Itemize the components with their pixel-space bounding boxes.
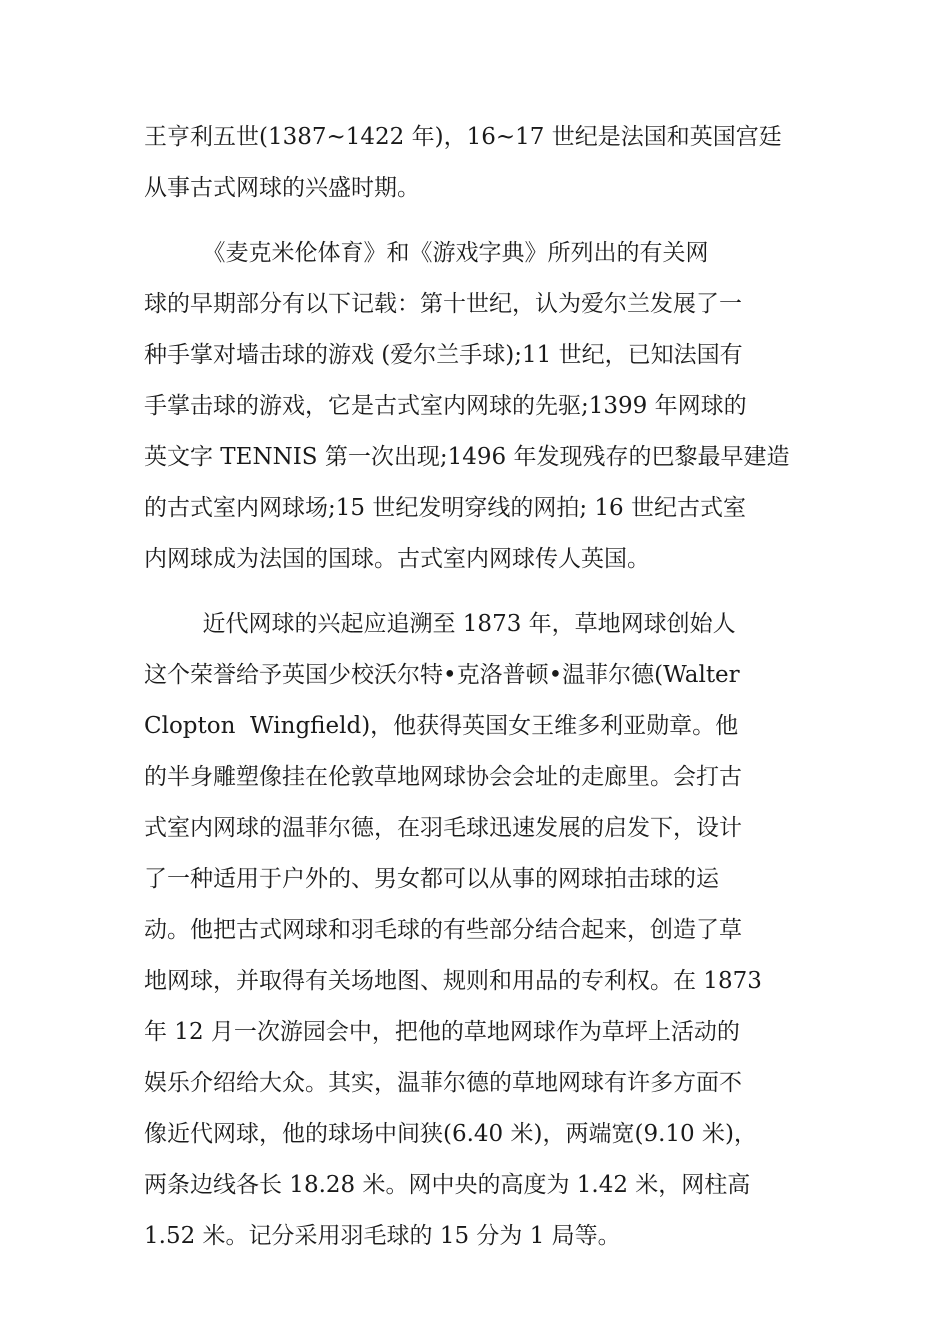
text-line: 娱乐介绍给大众。其实，温菲尔德的草地网球有许多方面不 (144, 1070, 742, 1096)
text-line: 英文字 TENNIS 第一次出现;1496 年发现残存的巴黎最早建造 (144, 444, 790, 470)
text-line: 年 12 月一次游园会中，把他的草地网球作为草坪上活动的 (144, 1019, 740, 1045)
text-line: 这个荣誉给予英国少校沃尔特•克洛普顿•温菲尔德(Walter (144, 662, 740, 688)
text-line: 动。他把古式网球和羽毛球的有些部分结合起来，创造了草 (144, 917, 742, 943)
text-line: 的古式室内网球场;15 世纪发明穿线的网拍; 16 世纪古式室 (144, 495, 746, 521)
text-line: Clopton Wingfield)，他获得英国女王维多利亚勋章。他 (144, 713, 739, 739)
paragraph-2 (144, 228, 816, 585)
text-line: 近代网球的兴起应追溯至 1873 年，草地网球创始人 (144, 611, 736, 637)
text-line: 《麦克米伦体育》和《游戏字典》所列出的有关网 (144, 240, 709, 266)
text-line: 了一种适用于户外的、男女都可以从事的网球拍击球的运 (144, 866, 719, 892)
text-line: 的半身雕塑像挂在伦敦草地网球协会会址的走廊里。会打古 (144, 764, 742, 790)
text-line: 地网球，并取得有关场地图、规则和用品的专利权。在 1873 (144, 968, 762, 994)
text-line: 式室内网球的温菲尔德，在羽毛球迅速发展的启发下，设计 (144, 815, 742, 841)
text-line: 内网球成为法国的国球。古式室内网球传人英国。 (144, 546, 650, 572)
text-line: 种手掌对墙击球的游戏 (爱尔兰手球);11 世纪，已知法国有 (144, 342, 743, 368)
text-line: 从事古式网球的兴盛时期。 (144, 175, 420, 201)
paragraph-gap (144, 214, 816, 228)
paragraph-3 (144, 599, 816, 1262)
text-line: 两条边线各长 18.28 米。网中央的高度为 1.42 米，网柱高 (144, 1172, 751, 1198)
text-line: 球的早期部分有以下记载：第十世纪，认为爱尔兰发展了一 (144, 291, 742, 317)
paragraph-1 (144, 112, 816, 214)
text-line: 像近代网球，他的球场中间狭(6.40 米)，两端宽(9.10 米)， (144, 1121, 757, 1147)
text-line: 王亨利五世(1387~1422 年)，16~17 世纪是法国和英国宫廷 (144, 124, 782, 150)
text-line: 1.52 米。记分采用羽毛球的 15 分为 1 局等。 (144, 1223, 621, 1249)
body-text (144, 112, 816, 1262)
paragraph-gap (144, 585, 816, 599)
text-line: 手掌击球的游戏，它是古式室内网球的先驱;1399 年网球的 (144, 393, 747, 419)
